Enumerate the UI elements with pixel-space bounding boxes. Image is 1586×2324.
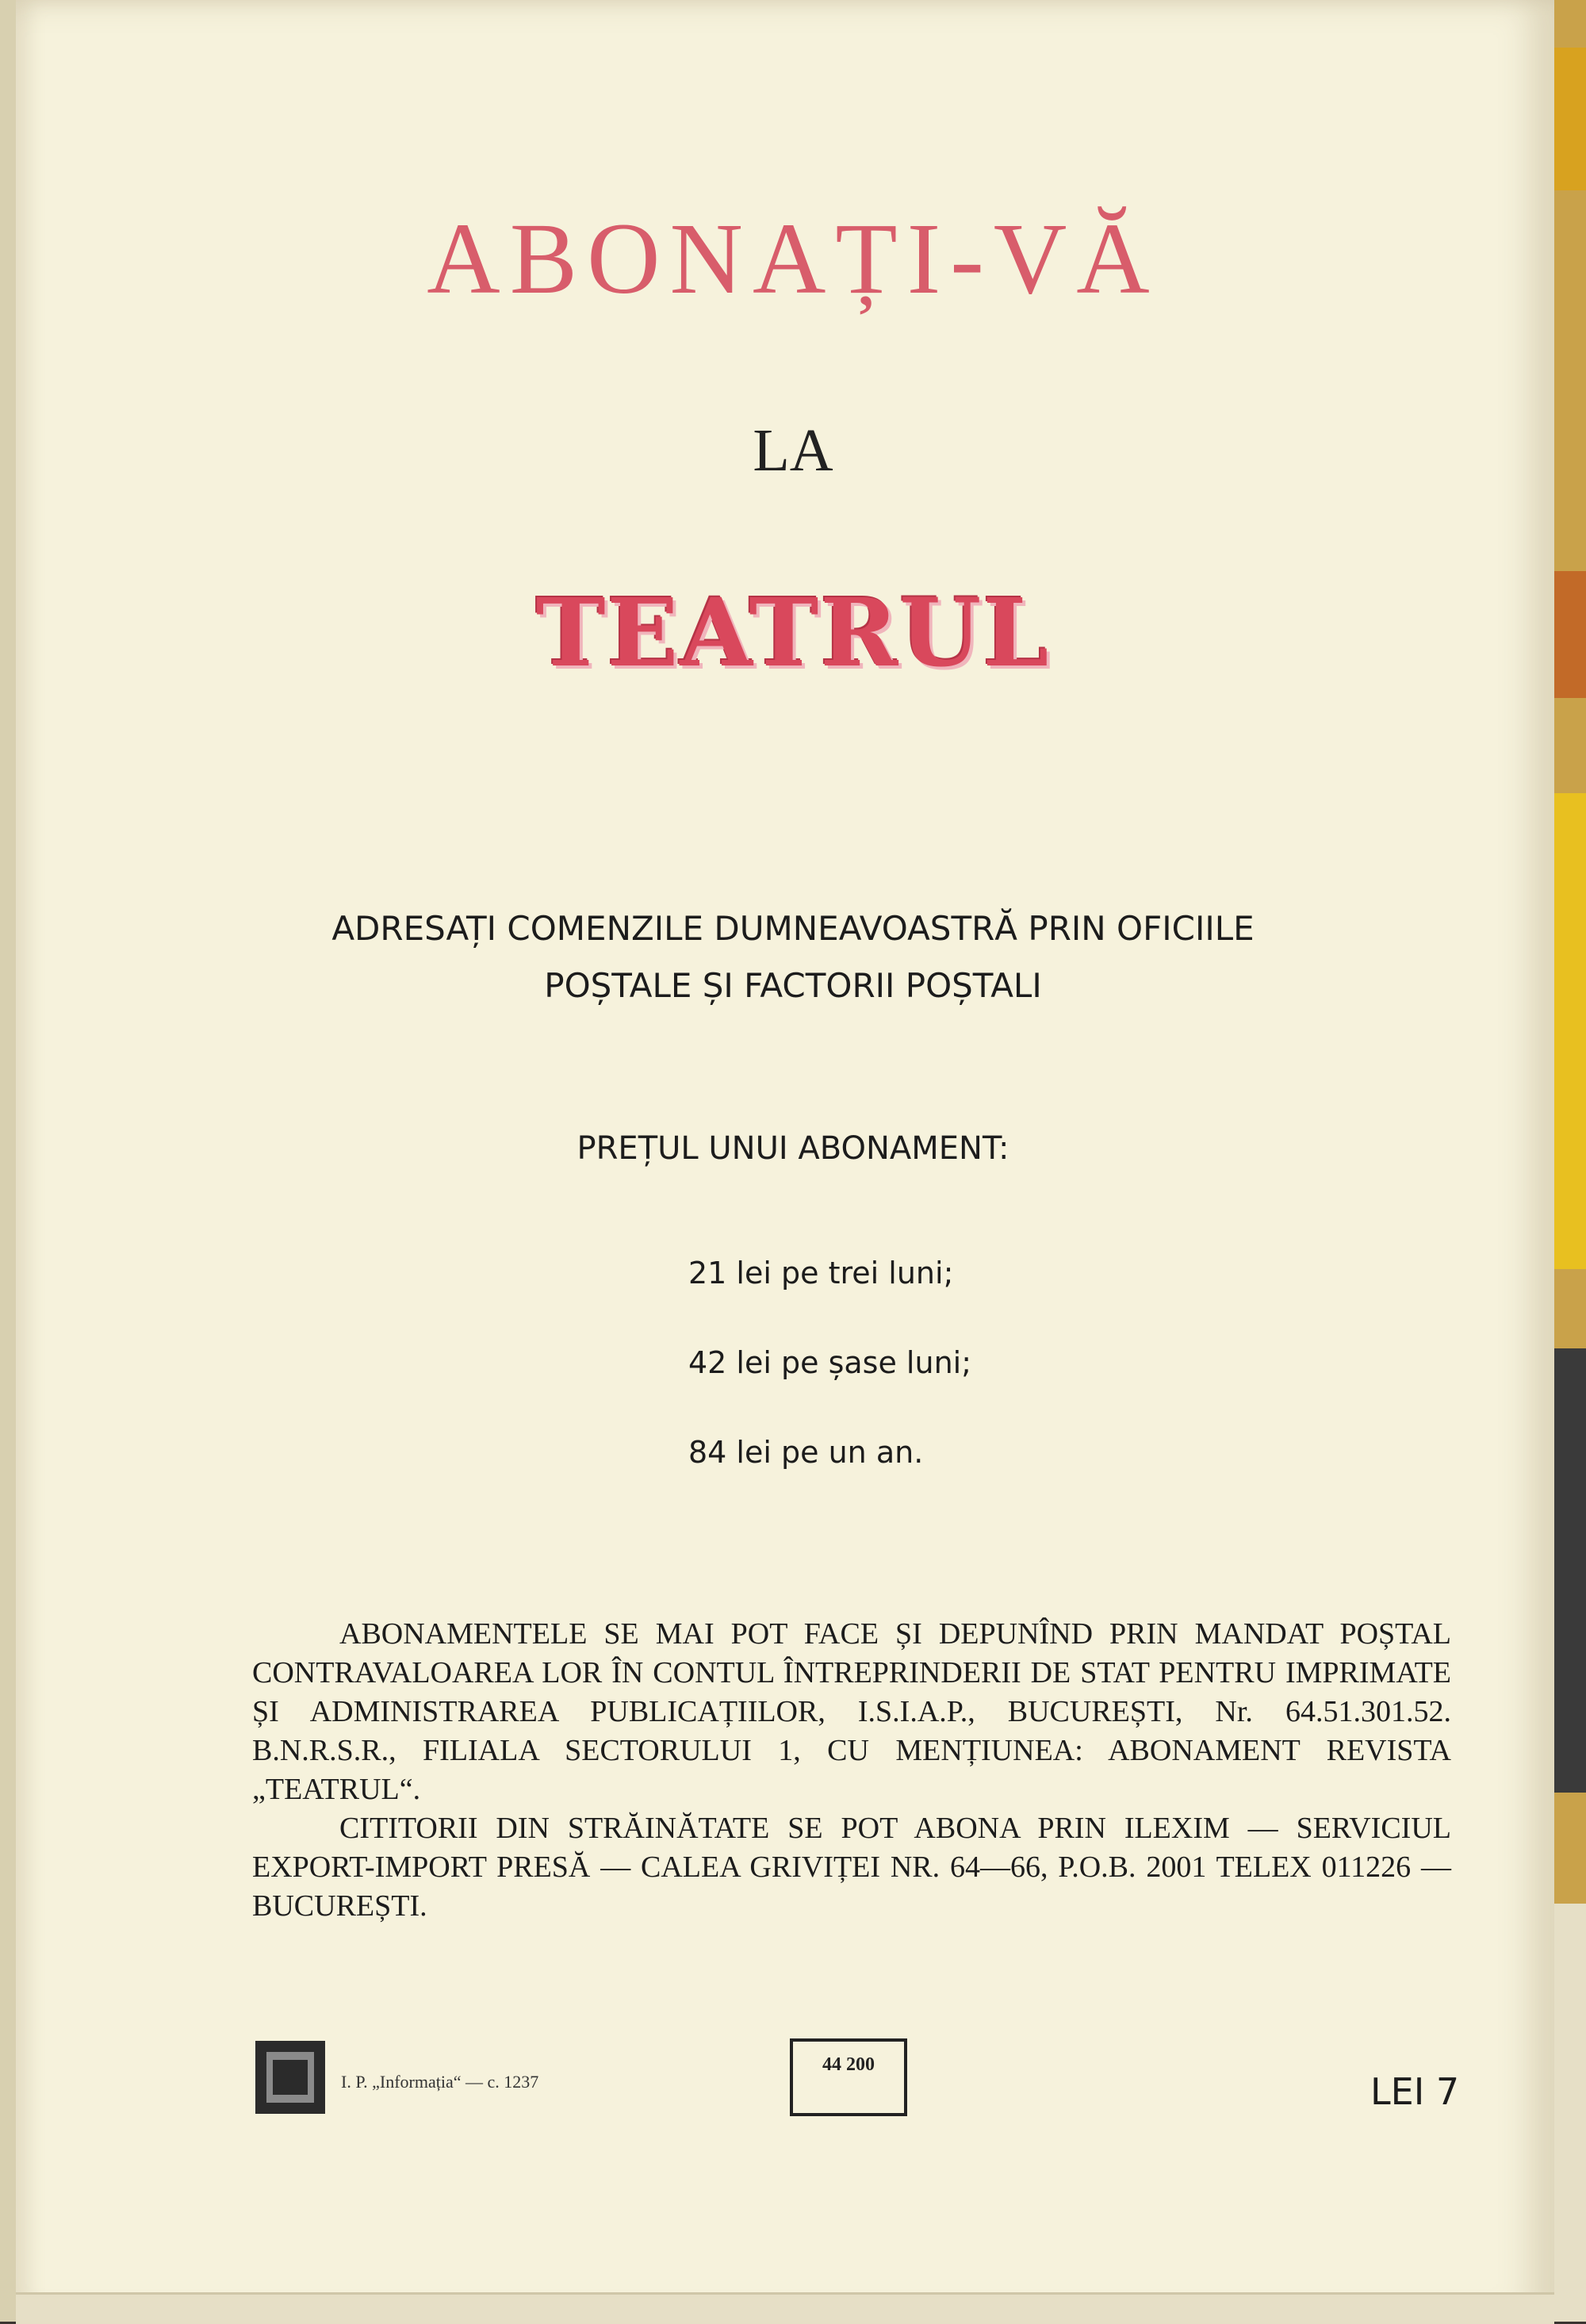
paragraph-domestic: ABONAMENTELE SE MAI POT FACE ȘI DEPUNÎND PRIN MANDAT POȘTAL CONTRAVALOAREA LOR ÎN CONTUL ÎNTREPRINDERII DE STAT PENTRU IMPRIMATE ȘI ADMINISTRAREA PUBLICAȚIILOR, I.S.I.A.P., BUCUREȘTI, Nr. 64.51.301.52. B.N.R.S.R., FILIALA SECTORULUI 1, CU MENȚIUNEA: ABONAMENT REVISTA „TEATRUL“. bbox=[252, 1617, 1451, 1806]
address-line-2: POȘTALE ȘI FACTORII POȘTALI bbox=[544, 966, 1042, 1005]
paragraph-foreign: CITITORII DIN STRĂINĂTATE SE POT ABONA PRIN ILEXIM — SERVICIUL EXPORT-IMPORT PRESĂ — CALEA GRIVIȚEI NR. 64—66, P.O.B. 2001 TELEX 011226 — BUCUREȘTI. bbox=[252, 1812, 1451, 1923]
price-item: 42 lei pe șase luni; bbox=[688, 1345, 972, 1380]
teatrul-logo bbox=[515, 569, 1071, 696]
cover-price: LEI 7 bbox=[1370, 2070, 1460, 2113]
page-subtitle: LA bbox=[753, 417, 833, 484]
price-heading: PREȚUL UNUI ABONAMENT: bbox=[577, 1130, 1009, 1167]
price-item: 21 lei pe trei luni; bbox=[688, 1256, 954, 1290]
subscription-details bbox=[252, 1615, 1451, 1926]
page-title: ABONAȚI-VĂ bbox=[427, 202, 1159, 315]
logo-text: TEATRUL bbox=[535, 577, 1051, 688]
printer-logo-icon bbox=[255, 2041, 325, 2114]
address-line-1: ADRESAȚI COMENZILE DUMNEAVOASTRĂ PRIN OFICIILE bbox=[331, 909, 1255, 948]
printer-credit: I. P. „Informația“ — c. 1237 bbox=[341, 2072, 539, 2092]
page-bottom-edge bbox=[16, 2292, 1554, 2324]
ordering-instructions bbox=[0, 900, 1586, 1014]
publication-code: 44 200 bbox=[790, 2038, 907, 2116]
price-item: 84 lei pe un an. bbox=[688, 1435, 924, 1470]
price-list bbox=[688, 1253, 1164, 1522]
